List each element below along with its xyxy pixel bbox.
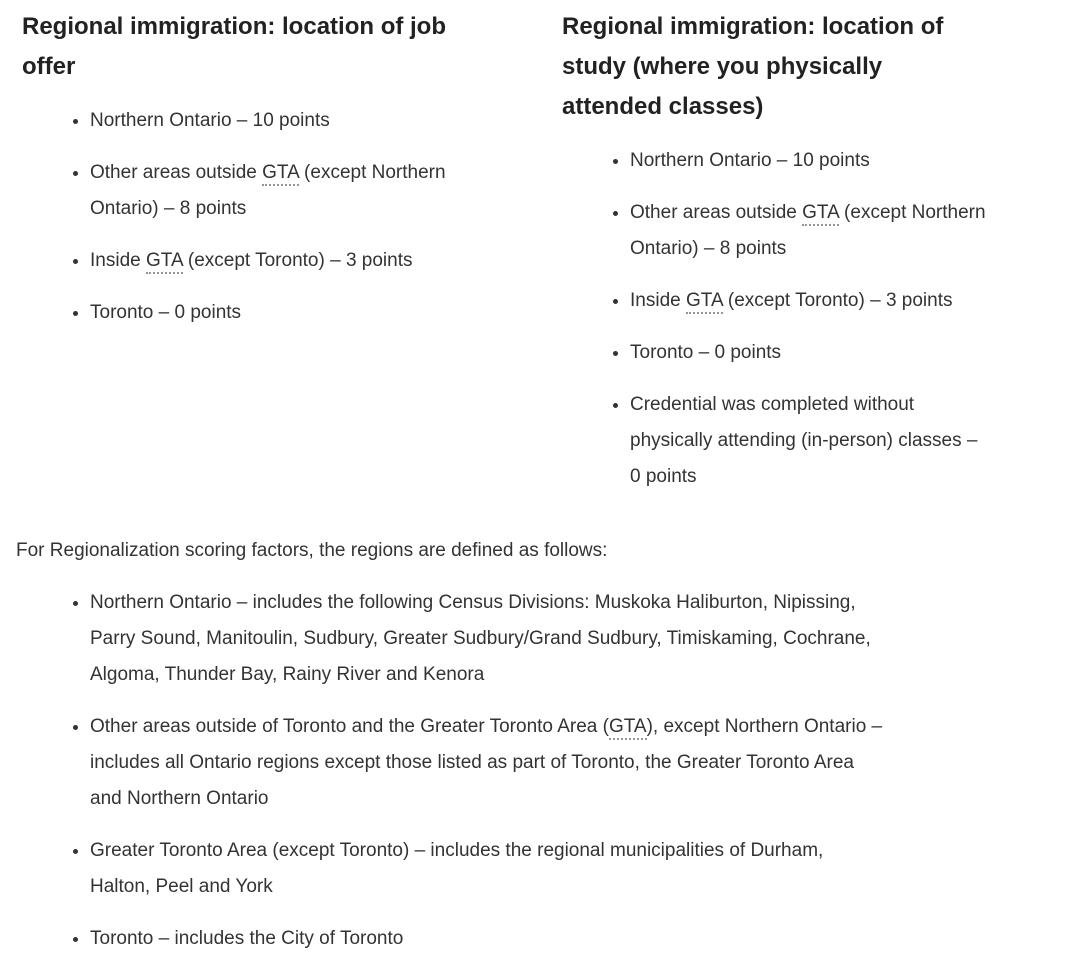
list-item-text: (except Northern Ontario) – 8 points <box>630 202 986 259</box>
list-item-text: Toronto – 0 points <box>90 302 242 323</box>
job-offer-list <box>22 103 524 331</box>
list-item <box>90 921 885 957</box>
study-location-list <box>562 143 1064 495</box>
list-item <box>90 103 446 139</box>
list-item-text: (except Northern Ontario) – 8 points <box>90 162 446 219</box>
scoring-columns <box>22 7 1064 511</box>
list-item-text: Credential was completed without physically attending (in-person) classes – 0 points <box>630 394 978 487</box>
list-item-text: (except Toronto) – 3 points <box>722 290 953 311</box>
definitions-intro: For Regionalization scoring factors, the regions are defined as follows: <box>16 540 608 561</box>
list-item-text: Toronto – 0 points <box>630 342 782 363</box>
list-item <box>630 195 986 267</box>
list-item <box>90 155 446 227</box>
list-item <box>90 833 885 905</box>
gta-abbreviation: GTA <box>686 290 723 314</box>
list-item <box>90 585 885 693</box>
list-item <box>90 709 885 817</box>
list-item-text: (except Toronto) – 3 points <box>182 250 413 271</box>
list-item-text: Northern Ontario – 10 points <box>630 150 870 171</box>
list-item-text: Northern Ontario – 10 points <box>90 110 330 131</box>
gta-abbreviation: GTA <box>802 202 839 226</box>
list-item-text: Other areas outside <box>90 162 263 183</box>
list-item-text: ), except Northern Ontario – includes all Ontario regions except those listed as part of Toronto, the Greater Toronto Area and Northern Ontario <box>90 716 883 809</box>
list-item-text: Toronto – includes the City of Toronto <box>90 928 404 949</box>
list-item-text: Other areas outside <box>630 202 803 223</box>
list-item <box>90 243 446 279</box>
study-location-heading: Regional immigration: location of study (where you physically attended classes) <box>562 13 944 120</box>
definitions-list <box>16 585 1064 957</box>
list-item-text: Other areas outside of Toronto and the Greater Toronto Area ( <box>90 716 609 737</box>
list-item <box>630 335 986 371</box>
list-item-text: Inside <box>630 290 686 311</box>
list-item <box>90 295 446 331</box>
list-item <box>630 387 986 495</box>
list-item <box>630 143 986 179</box>
gta-abbreviation: GTA <box>146 250 183 274</box>
study-location-section <box>562 7 1064 511</box>
job-offer-section <box>22 7 524 511</box>
list-item-text: Northern Ontario – includes the following Census Divisions: Muskoka Haliburton, Nipissing, Parry Sound, Manitoulin, Sudbury, Greater Sudbury/Grand Sudbury, Timiskaming, Cochrane, Algoma, Thunder Bay, Rainy River and Kenora <box>90 592 871 685</box>
job-offer-heading: Regional immigration: location of job offer <box>22 13 446 80</box>
list-item-text: Inside <box>90 250 146 271</box>
gta-abbreviation: GTA <box>609 716 647 740</box>
list-item <box>630 283 986 319</box>
definitions-section <box>16 533 1064 957</box>
gta-abbreviation: GTA <box>262 162 299 186</box>
list-item-text: Greater Toronto Area (except Toronto) – includes the regional municipalities of Durham, Halton, Peel and York <box>90 840 824 897</box>
